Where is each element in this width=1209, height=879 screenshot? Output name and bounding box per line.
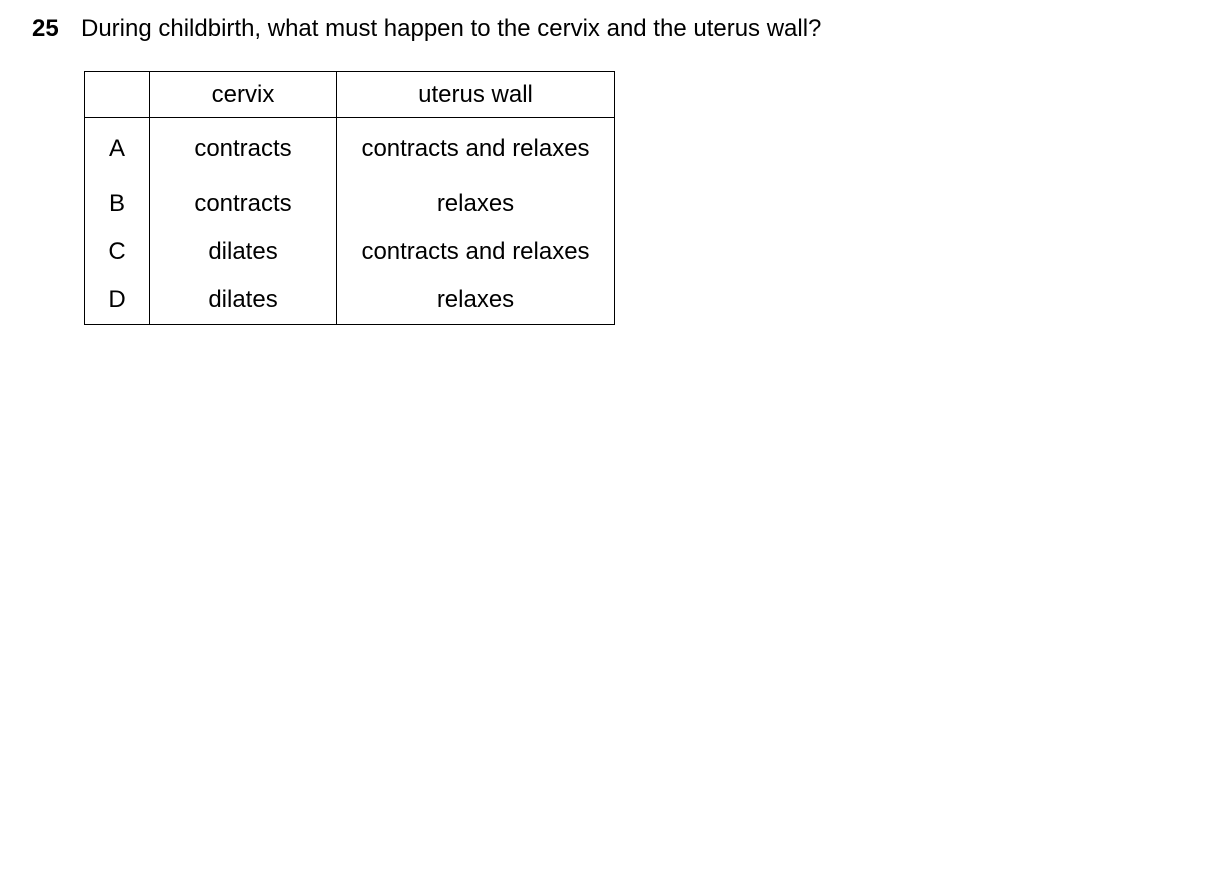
question-number: 25 bbox=[32, 15, 59, 42]
header-cervix: cervix bbox=[150, 72, 337, 118]
header-uterus-wall: uterus wall bbox=[337, 72, 615, 118]
option-row-a bbox=[85, 118, 615, 181]
option-cervix: contracts bbox=[150, 180, 337, 228]
option-uterus-wall: contracts and relaxes bbox=[337, 118, 615, 181]
option-row-c bbox=[85, 228, 615, 276]
option-uterus-wall: contracts and relaxes bbox=[337, 228, 615, 276]
option-cervix: dilates bbox=[150, 276, 337, 325]
option-row-b bbox=[85, 180, 615, 228]
options-table bbox=[84, 71, 615, 325]
option-cervix: contracts bbox=[150, 118, 337, 181]
option-letter: A bbox=[85, 118, 150, 181]
option-uterus-wall: relaxes bbox=[337, 276, 615, 325]
option-uterus-wall: relaxes bbox=[337, 180, 615, 228]
option-letter: D bbox=[85, 276, 150, 325]
question-stem bbox=[32, 13, 821, 45]
question-text: During childbirth, what must happen to the cervix and the uterus wall? bbox=[81, 15, 822, 42]
option-cervix: dilates bbox=[150, 228, 337, 276]
table-header-row bbox=[85, 72, 615, 118]
header-blank-cell bbox=[85, 72, 150, 118]
option-letter: B bbox=[85, 180, 150, 228]
option-letter: C bbox=[85, 228, 150, 276]
option-row-d bbox=[85, 276, 615, 325]
